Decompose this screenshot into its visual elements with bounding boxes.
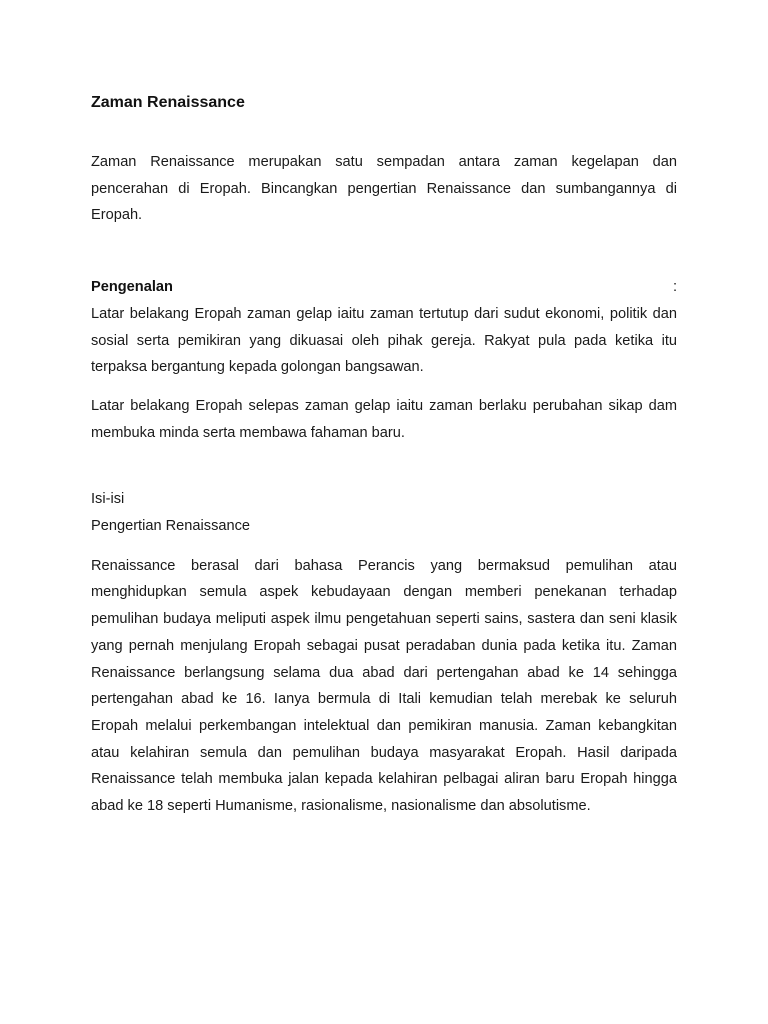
section-heading-row xyxy=(91,274,677,301)
document-title: Zaman Renaissance xyxy=(91,94,245,111)
subheading-definition: Pengertian Renaissance xyxy=(91,518,251,535)
section-heading-colon: : xyxy=(672,279,677,296)
paragraph-renaissance-definition: Renaissance berasal dari bahasa Perancis yang bermaksud pemulihan atau menghidupkan semula aspek kebudayaan dengan memberi penekanan terhadap pemulihan budaya meliputi aspek ilmu pengetahuan seperti sains, sastera dan seni klasik yang pernah menjulang Eropah sebagai pusat peradaban dunia pada ketika itu. Zaman Renaissance berlangsung selama dua abad dari pertengahan abad ke 14 sehingga pertengahan abad ke 16. Ianya bermula di Itali kemudian telah merebak ke seluruh Eropah melalui perkembangan intelektual dan pemikiran manusia. Zaman kebangkitan atau kelahiran semula dan pemulihan budaya masyarakat Eropah. Hasil daripada Renaissance telah membuka jalan kepada kelahiran pelbagai aliran baru Eropah hingga abad ke 18 seperti Humanisme, rasionalisme, nasionalisme dan absolutisme. xyxy=(91,557,677,815)
paragraph-background-after-dark-ages: Latar belakang Eropah selepas zaman gelap iaitu zaman berlaku perubahan sikap dam membuka minda serta membawa fahaman baru. xyxy=(91,397,677,441)
section-heading-pengenalan: Pengenalan xyxy=(91,279,173,296)
intro-paragraph: Zaman Renaissance merupakan satu sempadan antara zaman kegelapan dan pencerahan di Eropah. Bincangkan pengertian Renaissance dan sumbangannya di Eropah. xyxy=(91,154,677,224)
paragraph-background-dark-ages: Latar belakang Eropah zaman gelap iaitu zaman tertutup dari sudut ekonomi, politik dan sosial serta pemikiran yang dikuasai oleh pihak gereja. Rakyat pula pada ketika itu terpaksa bergantung kepada golongan bangsawan. xyxy=(91,305,677,376)
contents-label: Isi-isi xyxy=(91,491,125,508)
